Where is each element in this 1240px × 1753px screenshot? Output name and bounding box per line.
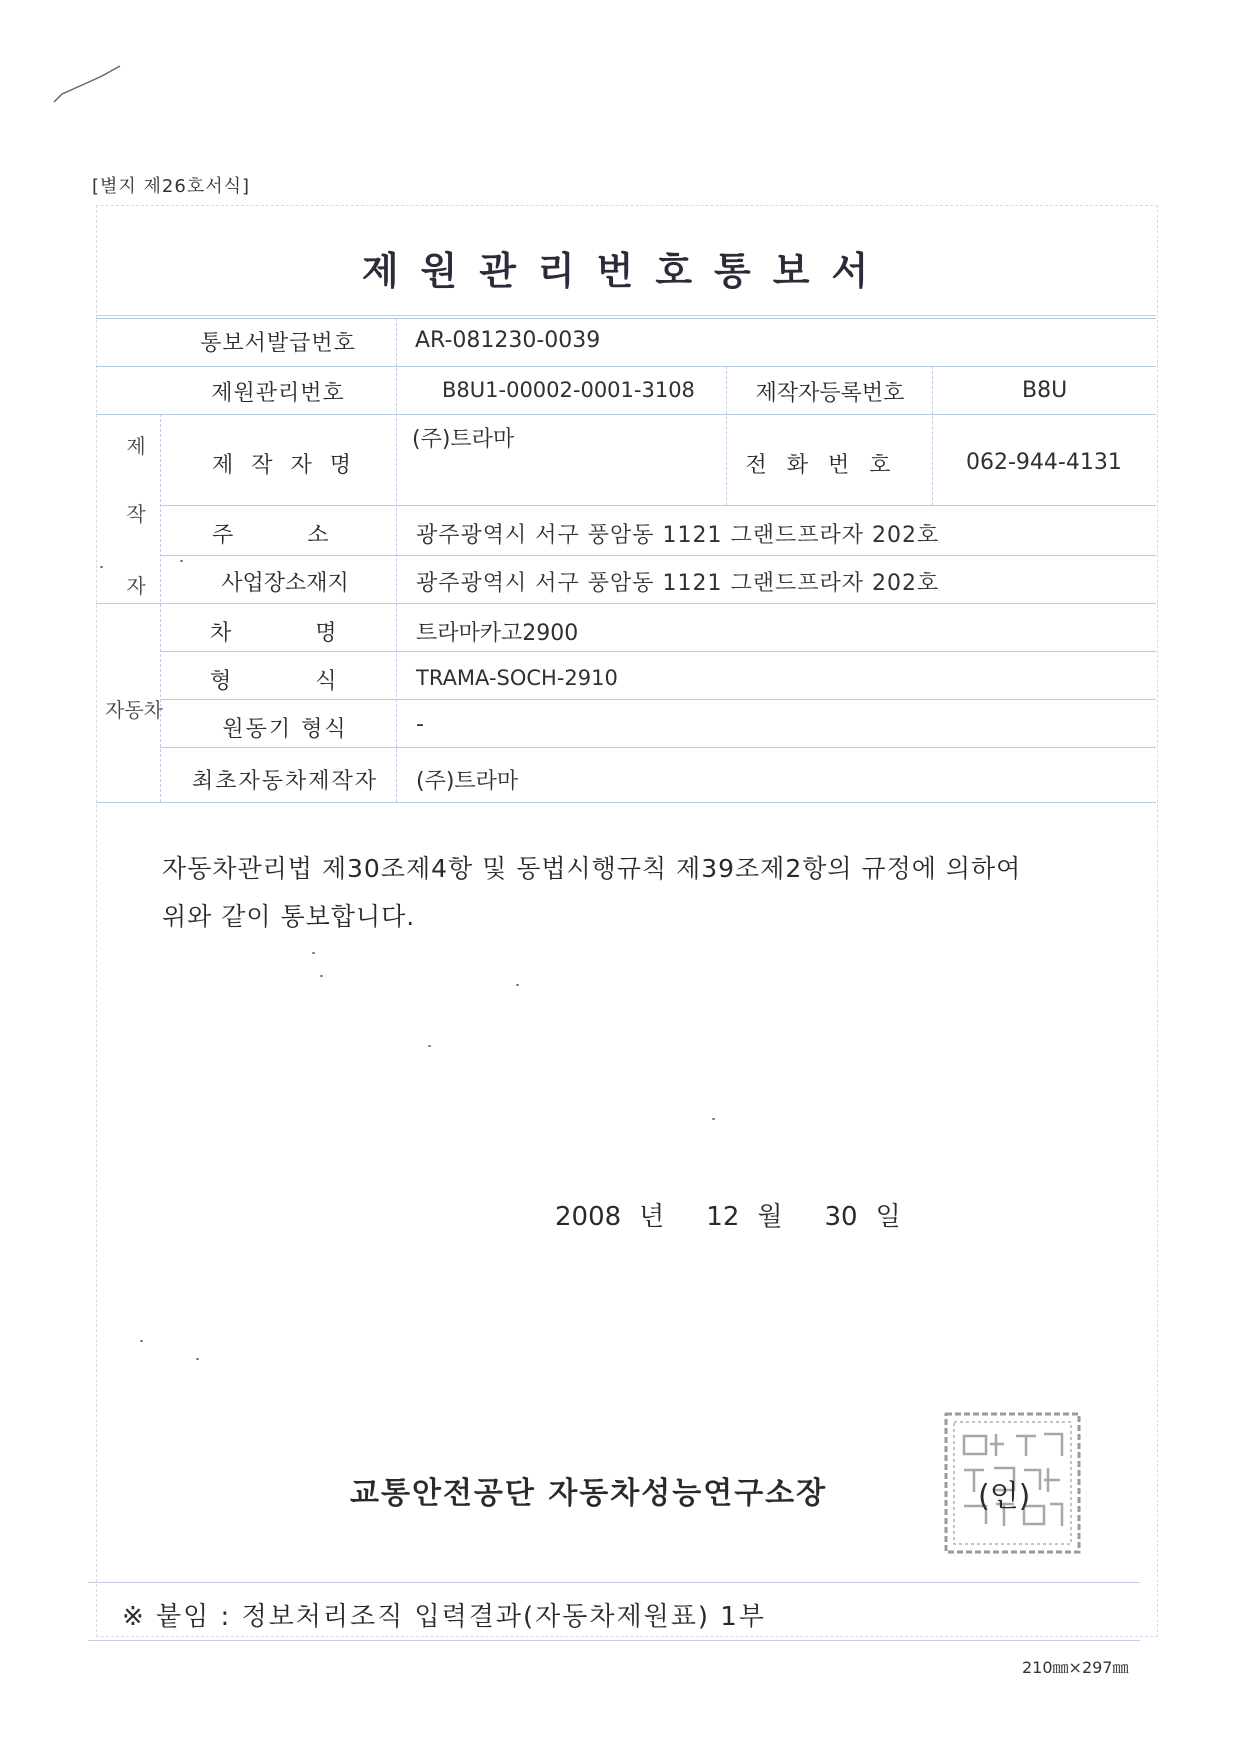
footer-divider-top	[88, 1582, 1140, 1583]
maker-registration-value: B8U	[1022, 378, 1068, 403]
table-rule	[160, 747, 1156, 748]
scan-speck	[140, 1340, 143, 1342]
date-month-unit: 월	[757, 1202, 783, 1232]
table-rule	[96, 366, 1156, 367]
spec-number-value: B8U1-00002-0001-3108	[442, 378, 695, 402]
maker-registration-label: 제작자등록번호	[755, 381, 905, 406]
document-title: 제원관리번호통보서	[361, 249, 891, 293]
issuer-name: 교통안전공단 자동차성능연구소장	[350, 1476, 828, 1511]
date-day: 30	[824, 1202, 858, 1232]
table-rule	[160, 699, 1156, 700]
model-label: 형식	[210, 669, 421, 694]
first-maker-value: (주)트라마	[416, 769, 519, 794]
issue-date	[555, 1196, 919, 1233]
maker-name-label-text: 제작자명	[212, 453, 370, 478]
table-rule	[396, 318, 397, 802]
notice-statement	[162, 845, 1102, 941]
engine-model-value: -	[416, 712, 424, 737]
table-rule	[96, 802, 1156, 803]
business-site-value: 광주광역시 서구 풍암동 1121 그랜드프라자 202호	[416, 571, 940, 596]
phone-value: 062-944-4131	[966, 450, 1122, 475]
vehicle-name-label: 차명	[210, 621, 421, 646]
seal-mark: (인)	[978, 1479, 1031, 1514]
date-year-unit: 년	[639, 1202, 665, 1232]
form-number: [별지 제26호서식]	[92, 176, 250, 197]
issue-number-value: AR-081230-0039	[415, 328, 601, 353]
model-value: TRAMA-SOCH-2910	[416, 666, 618, 690]
title-divider	[96, 315, 1156, 316]
footer-divider-bottom	[88, 1640, 1140, 1641]
engine-model-label: 원동기 형식	[222, 717, 348, 742]
maker-name-label	[212, 448, 370, 479]
spec-number-label: 제원관리번호	[211, 381, 345, 406]
pen-stroke-mark	[50, 58, 130, 108]
issue-number-label: 통보서발급번호	[200, 331, 356, 356]
notice-statement-line-2: 위와 같이 통보합니다.	[162, 902, 416, 931]
table-rule	[160, 505, 1156, 506]
scan-speck	[428, 1045, 431, 1047]
address-value: 광주광역시 서구 풍암동 1121 그랜드프라자 202호	[416, 523, 940, 548]
scan-speck	[180, 560, 183, 562]
address-label	[212, 518, 403, 549]
notice-statement-line-1: 자동차관리법 제30조제4항 및 동법시행규칙 제39조제2항의 규정에 의하여	[162, 854, 1022, 883]
maker-section-label-1: 제	[126, 434, 146, 458]
table-rule	[726, 366, 727, 505]
paper-size-note: 210㎜×297㎜	[1022, 1658, 1129, 1677]
vehicle-section-label: 자동차	[105, 698, 163, 722]
date-month: 12	[706, 1202, 740, 1232]
scan-speck	[712, 1118, 715, 1120]
table-rule	[160, 651, 1156, 652]
phone-label: 전화번호	[745, 453, 911, 478]
vehicle-name-value: 트라마카고2900	[416, 621, 579, 646]
scan-speck	[312, 952, 315, 954]
scan-speck	[196, 1358, 199, 1360]
scan-speck	[516, 984, 519, 986]
table-rule	[96, 414, 1156, 415]
first-maker-label: 최초자동차제작자	[191, 769, 379, 794]
scan-speck	[100, 566, 103, 568]
table-rule	[160, 555, 1156, 556]
table-rule	[932, 366, 933, 505]
date-year: 2008	[555, 1202, 622, 1232]
table-rule	[96, 603, 1156, 604]
address-label-text: 주소	[212, 523, 403, 548]
attachment-note: ※ 붙임 : 정보처리조직 입력결과(자동차제원표) 1부	[122, 1602, 766, 1632]
date-day-unit: 일	[875, 1202, 901, 1232]
business-site-label: 사업장소재지	[221, 571, 349, 596]
table-rule	[160, 414, 161, 802]
table-rule	[96, 318, 1156, 319]
maker-name-value: (주)트라마	[412, 427, 515, 452]
scan-speck	[320, 975, 323, 977]
maker-section-label-3: 자	[126, 574, 146, 598]
maker-section-label-2: 작	[126, 502, 146, 526]
